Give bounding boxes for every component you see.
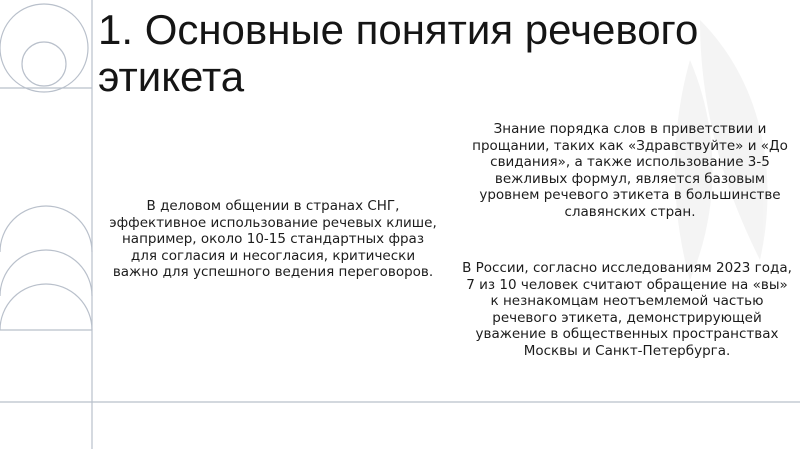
right-paragraph-russia: В России, согласно исследованиям 2023 года, 7 из 10 человек считают обращение на «вы» к незнакомцам неотъемлемой частью речевого этикета, демонстрирующей уважение в общественных пространствах Москвы и Санкт-Петербурга. <box>462 260 792 359</box>
large-circle-outline <box>0 4 88 92</box>
slide-title: 1. Основные понятия речевого этикета <box>98 6 699 100</box>
left-paragraph: В деловом общении в странах СНГ, эффективное использование речевых клише, например, около 10-15 стандартных фраз для согласия и несогласия, критически важно для успешного ведения переговоров. <box>109 198 437 280</box>
arch-outline-lower <box>0 284 92 330</box>
arch-outline-middle <box>0 250 92 296</box>
small-circle-outline <box>22 42 66 86</box>
right-paragraph-greetings: Знание порядка слов в приветствии и прощании, таких как «Здравствуйте» и «До свидания», а также использование 3-5 вежливых формул, является базовым уровнем речевого этикета в большинстве славянских стран. <box>472 121 788 220</box>
arch-outline-upper <box>0 206 92 252</box>
